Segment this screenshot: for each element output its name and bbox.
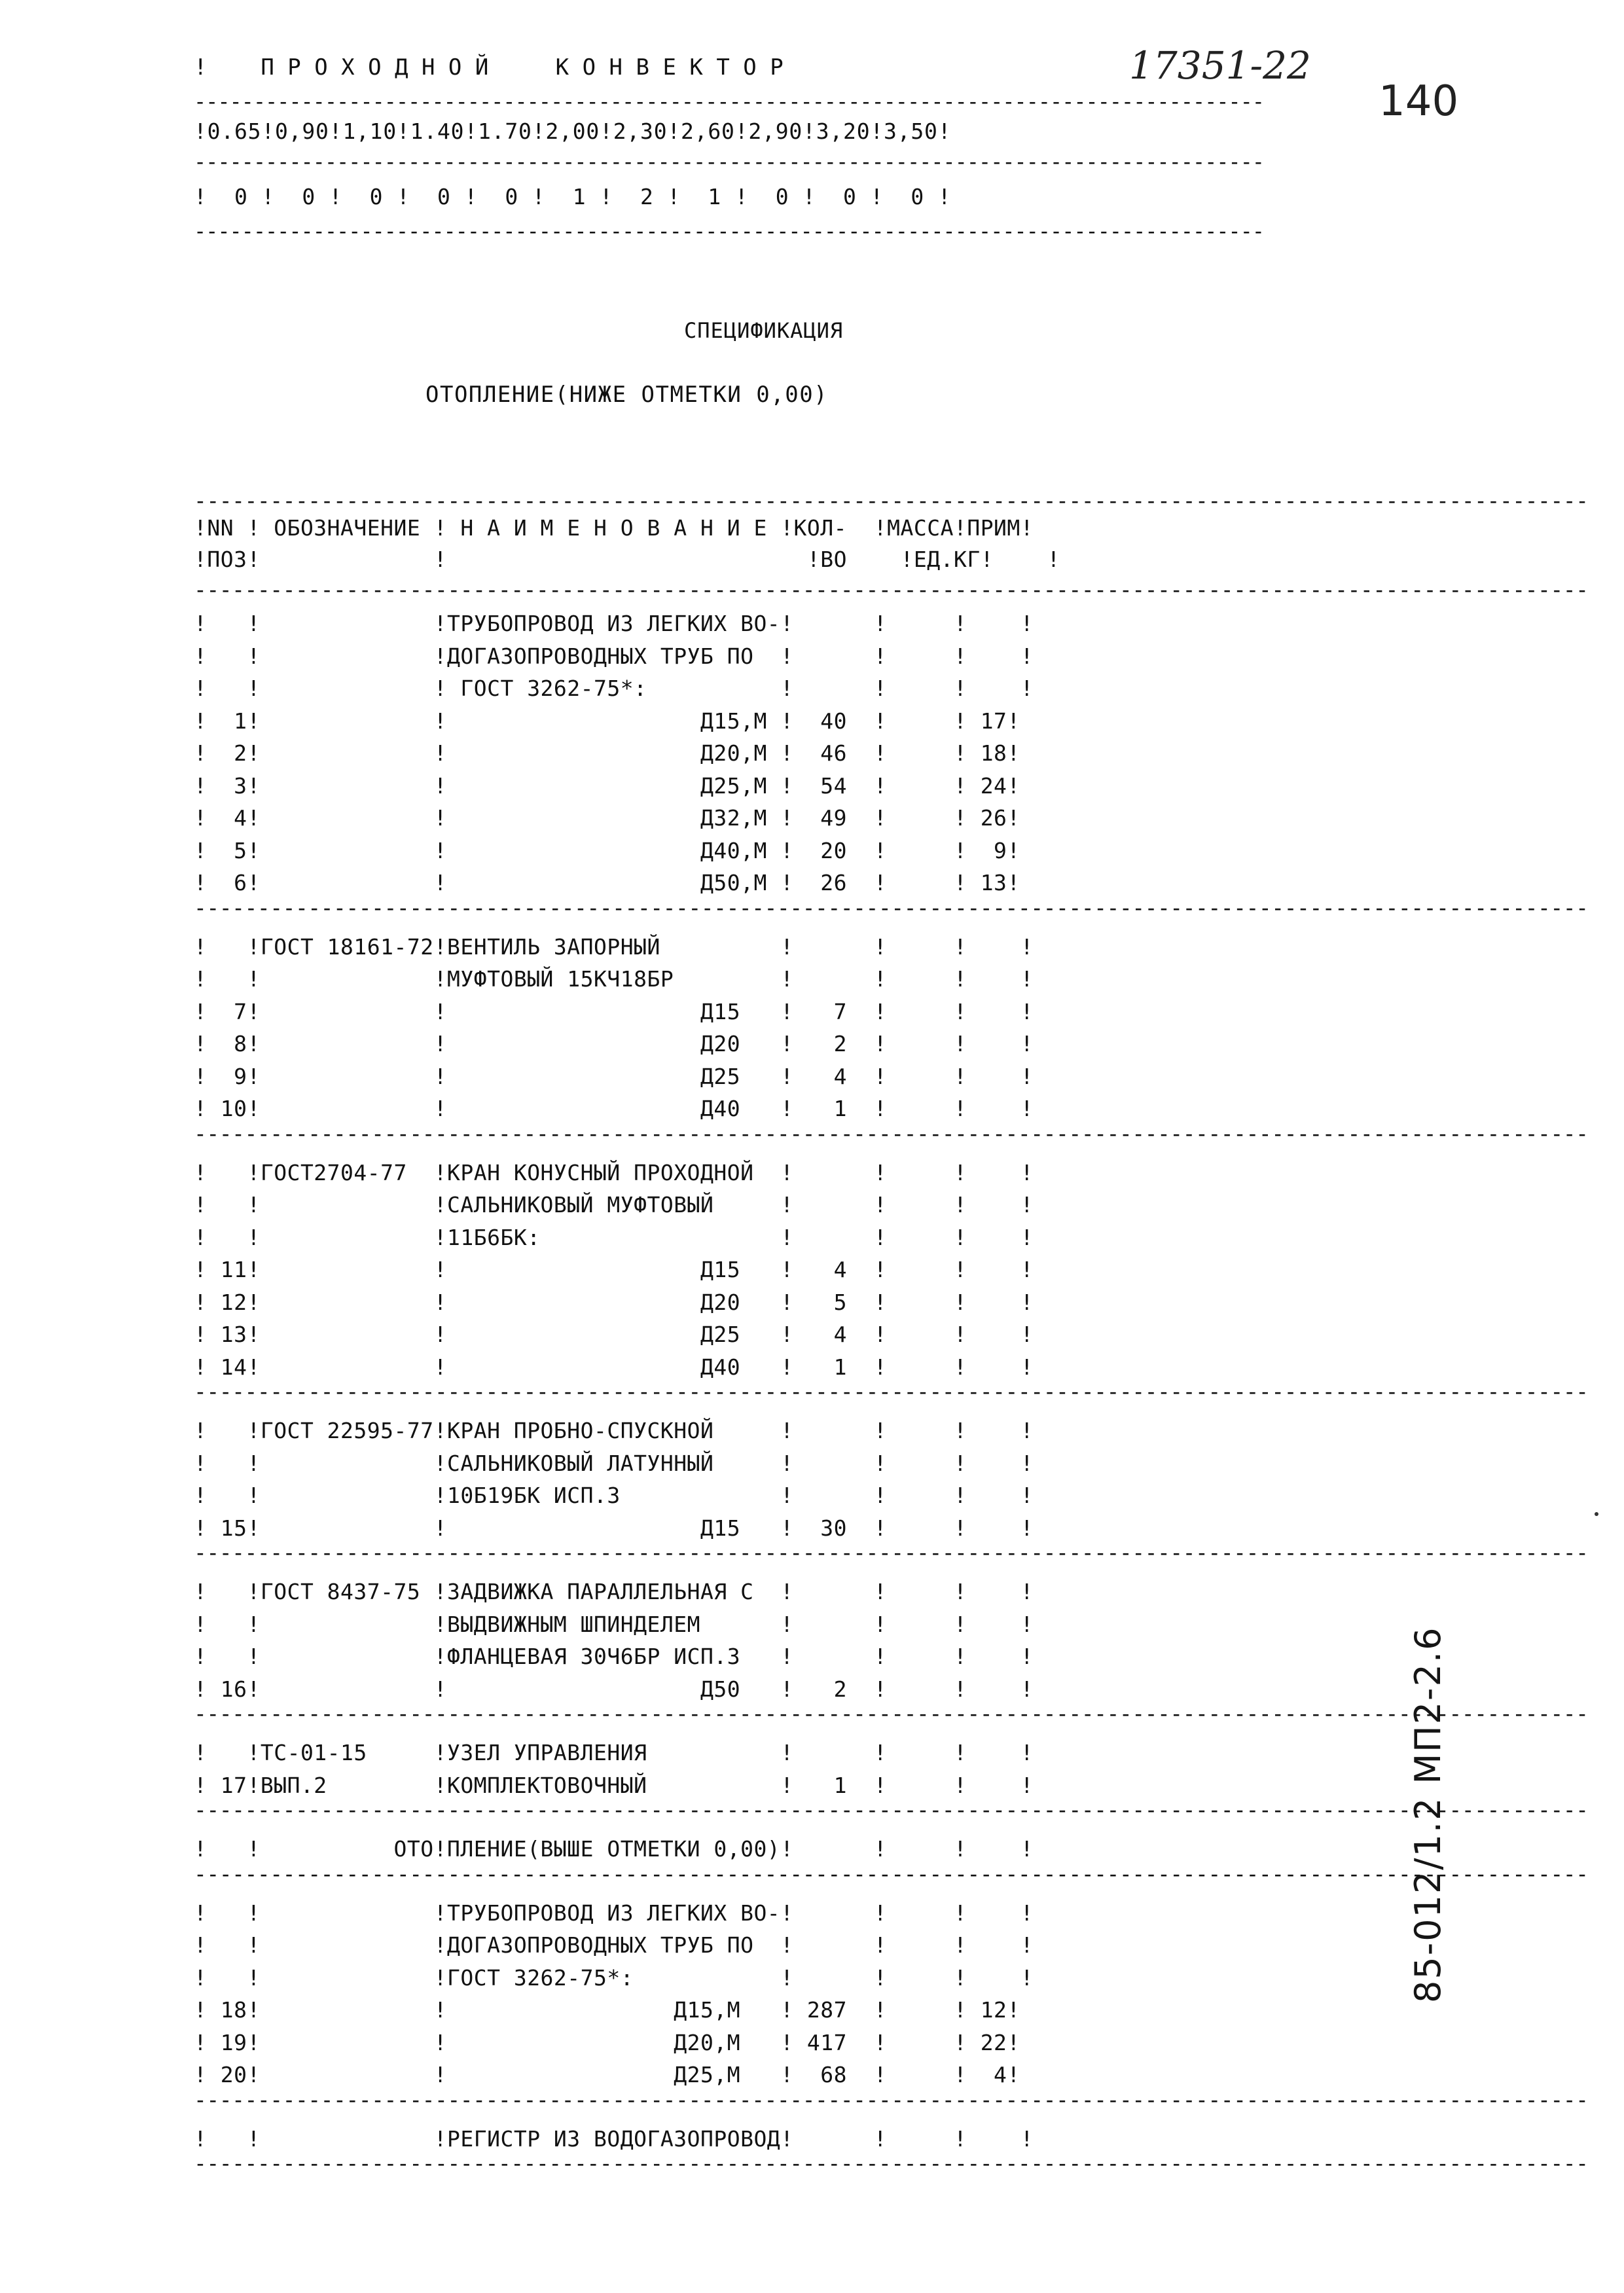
table-row: ! 13! ! Д25 ! 4 ! ! ! bbox=[194, 1322, 1034, 1347]
table-row: ! 1! ! Д15,М ! 40 ! ! 17! bbox=[194, 708, 1020, 734]
page-number: 140 bbox=[1379, 77, 1459, 126]
document-stamp: 85-012/1.2 МП2-2.6 bbox=[1407, 1626, 1449, 2003]
table-row: ! ! ! ГОСТ 3262-75*: ! ! ! ! bbox=[194, 676, 1034, 701]
table-row: ! 7! ! Д15 ! 7 ! ! ! bbox=[194, 998, 1034, 1024]
header-rule-1: ------------------------------------------------------------------------------------------ bbox=[194, 89, 1264, 114]
table-row: ! ! !САЛЬНИКОВЫЙ МУФТОВЫЙ ! ! ! ! bbox=[194, 1192, 1034, 1218]
table-row: ! ! !САЛЬНИКОВЫЙ ЛАТУННЫЙ ! ! ! ! bbox=[194, 1450, 1034, 1476]
table-row: ! ! !ФЛАНЦЕВАЯ 30Ч6БР ИСП.3 ! ! ! ! bbox=[194, 1644, 1034, 1669]
table-rule: -------------------------------------------------------------------------------------------------------------- bbox=[194, 894, 1589, 920]
table-row: ! 18! ! Д15,М ! 287 ! ! 12! bbox=[194, 1997, 1020, 2023]
table-row: ! 6! ! Д50,М ! 26 ! ! 13! bbox=[194, 870, 1020, 895]
table-row: ! 2! ! Д20,М ! 46 ! ! 18! bbox=[194, 740, 1020, 766]
table-rule: -------------------------------------------------------------------------------------------------------------- bbox=[194, 1701, 1589, 1726]
table-row: ! 5! ! Д40,М ! 20 ! ! 9! bbox=[194, 837, 1020, 863]
table-row: ! ! !ТРУБОПРОВОД ИЗ ЛЕГКИХ ВО-! ! ! ! bbox=[194, 1900, 1034, 1926]
table-header-line-2: !ПОЗ! ! !ВО !ЕД.КГ! ! bbox=[194, 547, 1060, 572]
table-row: ! 10! ! Д40 ! 1 ! ! ! bbox=[194, 1096, 1034, 1121]
table-row: ! !ГОСТ2704-77 !КРАН КОНУСНЫЙ ПРОХОДНОЙ ! ! ! ! bbox=[194, 1159, 1034, 1185]
table-row: ! ! !МУФТОВЫЙ 15КЧ18БР ! ! ! ! bbox=[194, 966, 1034, 992]
table-row: ! ! !11Б6БК: ! ! ! ! bbox=[194, 1224, 1034, 1250]
table-row: ! 16! ! Д50 ! 2 ! ! ! bbox=[194, 1676, 1034, 1702]
table-row: ! !ТС-01-15 !УЗЕЛ УПРАВЛЕНИЯ ! ! ! ! bbox=[194, 1740, 1034, 1765]
table-row: ! 12! ! Д20 ! 5 ! ! ! bbox=[194, 1289, 1034, 1315]
table-row: ! ! !ТРУБОПРОВОД ИЗ ЛЕГКИХ ВО-! ! ! ! bbox=[194, 611, 1034, 636]
table-header-line-1: !NN ! ОБОЗНАЧЕНИЕ ! Н А И М Е Н О В А Н И Е !КОЛ- !МАССА!ПРИМ! bbox=[194, 515, 1034, 541]
table-row: ! 20! ! Д25,М ! 68 ! ! 4! bbox=[194, 2062, 1020, 2087]
table-row: ! 17!ВЫП.2 !КОМПЛЕКТОВОЧНЫЙ ! 1 ! ! ! bbox=[194, 1772, 1034, 1798]
table-rule: -------------------------------------------------------------------------------------------------------------- bbox=[194, 2150, 1589, 2176]
table-rule: -------------------------------------------------------------------------------------------------------------- bbox=[194, 488, 1589, 513]
spec-subtitle: ОТОПЛЕНИЕ(НИЖЕ ОТМЕТКИ 0,00) bbox=[425, 382, 829, 408]
convector-counts-row: ! 0 ! 0 ! 0 ! 0 ! 0 ! 1 ! 2 ! 1 ! 0 ! 0 ! 0 ! bbox=[194, 184, 952, 209]
table-row: ! 11! ! Д15 ! 4 ! ! ! bbox=[194, 1257, 1034, 1282]
table-row: ! ! ОТО!ПЛЕНИЕ(ВЫШЕ ОТМЕТКИ 0,00)! ! ! ! bbox=[194, 1836, 1034, 1862]
header-rule-2: ------------------------------------------------------------------------------------------ bbox=[194, 149, 1264, 174]
handwritten-code: 17351-22 bbox=[1129, 43, 1311, 88]
table-rule: -------------------------------------------------------------------------------------------------------------- bbox=[194, 1860, 1589, 1887]
table-rule: -------------------------------------------------------------------------------------------------------------- bbox=[194, 1120, 1589, 1146]
table-row: ! ! !РЕГИСТР ИЗ ВОДОГАЗОПРОВОД! ! ! ! bbox=[194, 2125, 1034, 2152]
table-row: ! ! !ДОГАЗОПРОВОДНЫХ ТРУБ ПО ! ! ! ! bbox=[194, 643, 1034, 669]
convector-title: ! П Р О Х О Д Н О Й К О Н В Е К Т О Р bbox=[194, 54, 784, 81]
table-row: ! !ГОСТ 22595-77!КРАН ПРОБНО-СПУСКНОЙ ! ! ! ! bbox=[194, 1418, 1034, 1443]
header-rule-3: ------------------------------------------------------------------------------------------ bbox=[194, 219, 1264, 244]
table-row: ! 8! ! Д20 ! 2 ! ! ! bbox=[194, 1031, 1034, 1056]
table-rule: -------------------------------------------------------------------------------------------------------------- bbox=[194, 1540, 1589, 1565]
table-row: ! !ГОСТ 18161-72!ВЕНТИЛЬ ЗАПОРНЫЙ ! ! ! ! bbox=[194, 933, 1034, 960]
table-rule: -------------------------------------------------------------------------------------------------------------- bbox=[194, 577, 1589, 602]
table-row: ! ! !ВЫДВИЖНЫМ ШПИНДЕЛЕМ ! ! ! ! bbox=[194, 1611, 1034, 1637]
table-row: ! !ГОСТ 8437-75 !ЗАДВИЖКА ПАРАЛЛЕЛЬНАЯ С ! ! ! ! bbox=[194, 1579, 1034, 1604]
table-row: ! 15! ! Д15 ! 30 ! ! ! bbox=[194, 1515, 1034, 1541]
table-rule: -------------------------------------------------------------------------------------------------------------- bbox=[194, 1797, 1589, 1822]
table-row: ! 19! ! Д20,М ! 417 ! ! 22! bbox=[194, 2029, 1020, 2055]
table-row: ! ! !ГОСТ 3262-75*: ! ! ! ! bbox=[194, 1964, 1034, 1991]
table-row: ! 3! ! Д25,М ! 54 ! ! 24! bbox=[194, 772, 1020, 799]
table-row: ! 14! ! Д40 ! 1 ! ! ! bbox=[194, 1354, 1034, 1380]
table-row: ! ! !ДОГАЗОПРОВОДНЫХ ТРУБ ПО ! ! ! ! bbox=[194, 1932, 1034, 1958]
table-row: ! ! !10Б19БК ИСП.3 ! ! ! ! bbox=[194, 1483, 1034, 1508]
scan-speck bbox=[1595, 1512, 1598, 1516]
table-rule: -------------------------------------------------------------------------------------------------------------- bbox=[194, 2086, 1589, 2112]
table-row: ! 9! ! Д25 ! 4 ! ! ! bbox=[194, 1063, 1034, 1089]
table-rule: -------------------------------------------------------------------------------------------------------------- bbox=[194, 1379, 1589, 1404]
spec-title: СПЕЦИФИКАЦИЯ bbox=[684, 318, 844, 343]
convector-values-row: !0.65!0,90!1,10!1.40!1.70!2,00!2,30!2,60!2,90!3,20!3,50! bbox=[194, 118, 952, 144]
table-row: ! 4! ! Д32,М ! 49 ! ! 26! bbox=[194, 805, 1020, 831]
